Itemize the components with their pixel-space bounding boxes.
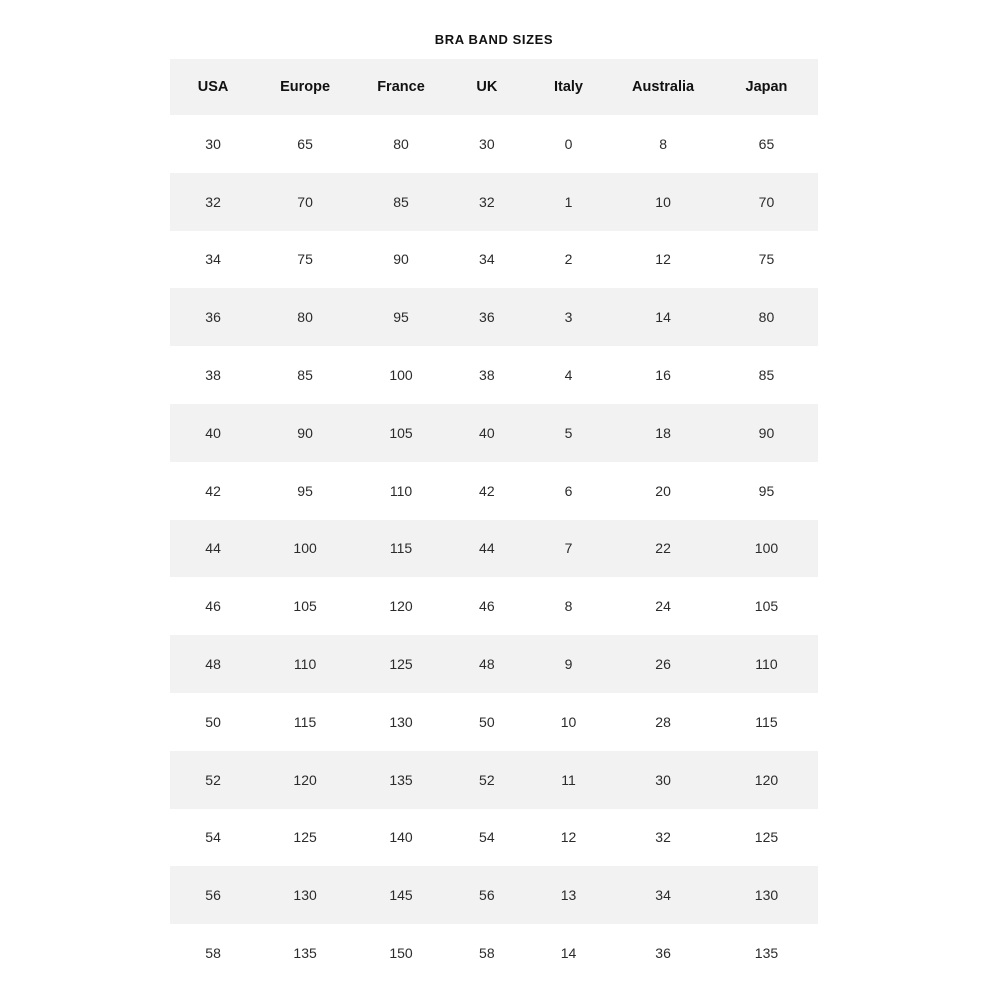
table-cell: 130 [256, 866, 354, 924]
table-cell: 65 [715, 115, 818, 173]
table-cell: 85 [354, 173, 448, 231]
table-cell: 58 [448, 924, 526, 982]
table-cell: 85 [715, 346, 818, 404]
table-cell: 115 [256, 693, 354, 751]
table-cell: 135 [354, 751, 448, 809]
table-cell: 34 [448, 231, 526, 289]
table-cell: 115 [715, 693, 818, 751]
table-row [170, 115, 818, 173]
table-cell: 65 [256, 115, 354, 173]
table-cell: 16 [611, 346, 715, 404]
table-cell: 56 [170, 866, 256, 924]
column-header-japan: Japan [715, 59, 818, 115]
table-cell: 95 [256, 462, 354, 520]
table-cell: 46 [170, 577, 256, 635]
table-cell: 32 [611, 809, 715, 867]
table-cell: 10 [611, 173, 715, 231]
table-body [170, 115, 818, 982]
table-cell: 32 [170, 173, 256, 231]
table-cell: 54 [170, 809, 256, 867]
table-row [170, 288, 818, 346]
table-cell: 32 [448, 173, 526, 231]
table-cell: 30 [170, 115, 256, 173]
table-cell: 50 [448, 693, 526, 751]
table-cell: 40 [170, 404, 256, 462]
table-cell: 105 [354, 404, 448, 462]
table-cell: 52 [170, 751, 256, 809]
table-row [170, 173, 818, 231]
table-cell: 135 [256, 924, 354, 982]
table-cell: 48 [448, 635, 526, 693]
table-cell: 20 [611, 462, 715, 520]
table-cell: 80 [354, 115, 448, 173]
table-cell: 110 [354, 462, 448, 520]
table-row [170, 866, 818, 924]
table-cell: 150 [354, 924, 448, 982]
table-cell: 90 [354, 231, 448, 289]
table-cell: 95 [354, 288, 448, 346]
table-cell: 110 [715, 635, 818, 693]
table-cell: 125 [354, 635, 448, 693]
table-cell: 42 [448, 462, 526, 520]
table-cell: 38 [170, 346, 256, 404]
table-row [170, 809, 818, 867]
table-cell: 5 [526, 404, 612, 462]
table-cell: 85 [256, 346, 354, 404]
table-row [170, 520, 818, 578]
table-cell: 46 [448, 577, 526, 635]
table-cell: 100 [256, 520, 354, 578]
table-cell: 28 [611, 693, 715, 751]
table-cell: 100 [354, 346, 448, 404]
table-cell: 12 [611, 231, 715, 289]
size-chart-container [170, 0, 818, 982]
table-cell: 36 [170, 288, 256, 346]
table-cell: 24 [611, 577, 715, 635]
table-cell: 14 [526, 924, 612, 982]
table-cell: 56 [448, 866, 526, 924]
table-cell: 130 [354, 693, 448, 751]
table-cell: 75 [715, 231, 818, 289]
table-cell: 7 [526, 520, 612, 578]
table-cell: 34 [611, 866, 715, 924]
table-header [170, 59, 818, 115]
table-cell: 26 [611, 635, 715, 693]
table-row [170, 924, 818, 982]
table-row [170, 462, 818, 520]
table-cell: 30 [448, 115, 526, 173]
table-cell: 10 [526, 693, 612, 751]
table-cell: 4 [526, 346, 612, 404]
table-cell: 9 [526, 635, 612, 693]
table-cell: 12 [526, 809, 612, 867]
table-cell: 3 [526, 288, 612, 346]
table-cell: 42 [170, 462, 256, 520]
column-header-europe: Europe [256, 59, 354, 115]
table-cell: 70 [715, 173, 818, 231]
table-cell: 36 [448, 288, 526, 346]
table-cell: 50 [170, 693, 256, 751]
table-cell: 95 [715, 462, 818, 520]
table-cell: 18 [611, 404, 715, 462]
table-cell: 125 [256, 809, 354, 867]
table-cell: 2 [526, 231, 612, 289]
table-cell: 100 [715, 520, 818, 578]
table-cell: 120 [256, 751, 354, 809]
table-row [170, 231, 818, 289]
column-header-uk: UK [448, 59, 526, 115]
table-cell: 44 [448, 520, 526, 578]
table-cell: 145 [354, 866, 448, 924]
table-row [170, 635, 818, 693]
table-cell: 110 [256, 635, 354, 693]
table-row [170, 693, 818, 751]
table-cell: 135 [715, 924, 818, 982]
table-row [170, 404, 818, 462]
column-header-australia: Australia [611, 59, 715, 115]
table-cell: 36 [611, 924, 715, 982]
table-cell: 13 [526, 866, 612, 924]
table-cell: 0 [526, 115, 612, 173]
table-cell: 115 [354, 520, 448, 578]
table-cell: 30 [611, 751, 715, 809]
table-row [170, 346, 818, 404]
column-header-usa: USA [170, 59, 256, 115]
table-cell: 14 [611, 288, 715, 346]
table-cell: 90 [715, 404, 818, 462]
table-cell: 130 [715, 866, 818, 924]
table-cell: 105 [256, 577, 354, 635]
table-cell: 120 [715, 751, 818, 809]
table-cell: 48 [170, 635, 256, 693]
bra-band-sizes-table [170, 59, 818, 982]
table-cell: 52 [448, 751, 526, 809]
table-cell: 80 [256, 288, 354, 346]
table-cell: 75 [256, 231, 354, 289]
table-cell: 40 [448, 404, 526, 462]
table-cell: 11 [526, 751, 612, 809]
table-row [170, 751, 818, 809]
table-cell: 105 [715, 577, 818, 635]
table-cell: 80 [715, 288, 818, 346]
page-title: BRA BAND SIZES [434, 32, 554, 47]
table-cell: 90 [256, 404, 354, 462]
table-cell: 120 [354, 577, 448, 635]
table-cell: 58 [170, 924, 256, 982]
table-header-row [170, 59, 818, 115]
column-header-italy: Italy [526, 59, 612, 115]
table-cell: 8 [526, 577, 612, 635]
table-cell: 125 [715, 809, 818, 867]
table-cell: 6 [526, 462, 612, 520]
table-cell: 8 [611, 115, 715, 173]
column-header-france: France [354, 59, 448, 115]
table-cell: 38 [448, 346, 526, 404]
table-cell: 22 [611, 520, 715, 578]
table-cell: 44 [170, 520, 256, 578]
table-cell: 140 [354, 809, 448, 867]
table-cell: 1 [526, 173, 612, 231]
table-cell: 70 [256, 173, 354, 231]
table-row [170, 577, 818, 635]
table-cell: 54 [448, 809, 526, 867]
table-cell: 34 [170, 231, 256, 289]
